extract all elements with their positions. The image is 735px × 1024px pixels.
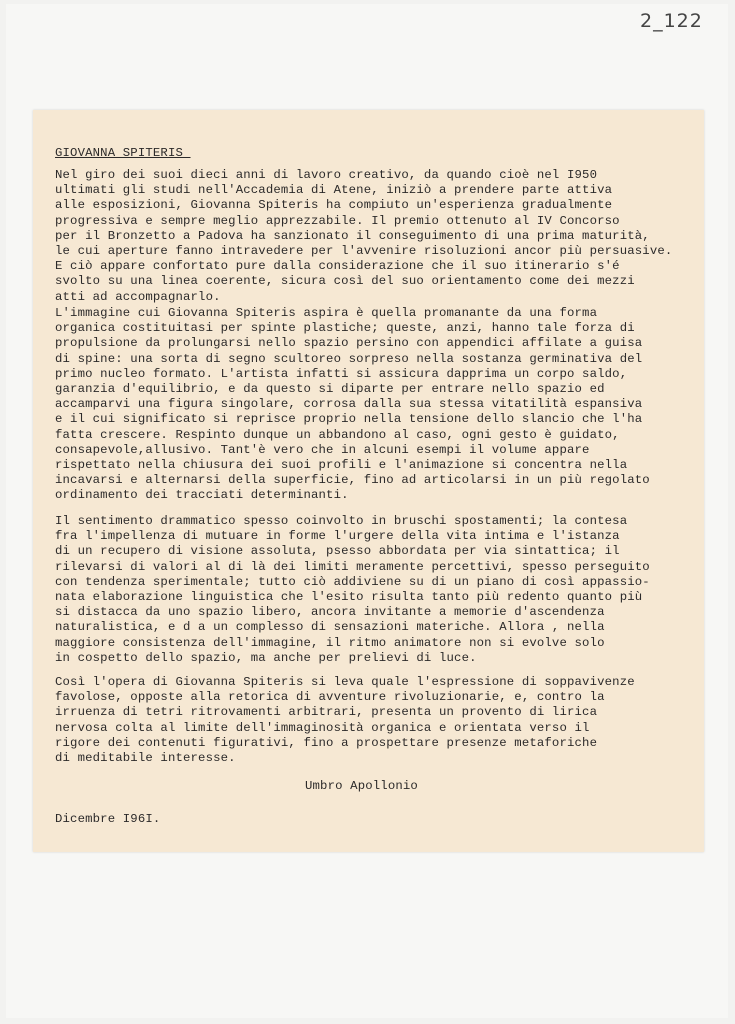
paragraph-2: L'immagine cui Giovanna Spiteris aspira è quella promanante da una forma organica costituitasi per spinte plastiche; queste, anzi, hanno tale forza di propulsione da prolungarsi nello spazio persino con appendici affilate a guisa di spine: una sorta di segno scultoreo sorpreso nella sostanza germinativa del primo nucleo formato. L'artista infatti si assicura dapprima un corpo saldo, garanzia d'equilibrio, e da questo si diparte per entrare nello spazio ed accamparvi una figura singolare, corrosa dalla sua stessa vitatilità espansiva e il cui significato si reprisce proprio nella tensione dello slancio che l'ha fatta crescere. Respinto dunque un abbandono al caso, ogni gesto è guidato, consapevole,allusivo. Tant'è vero che in alcuni esempi il volume appare rispettato nella chiusura dei suoi profili e l'animazione si concentra nella incavarsi e alternarsi della superficie, fino ad articolarsi in un più regolato ordinamento dei tracciati determinanti. [55,306,650,503]
paragraph-1: Nel giro dei suoi dieci anni di lavoro creativo, da quando cioè nel I950 ultimati gli studi nell'Accademia di Atene, iniziò a prendere parte attiva alle esposizioni, Giovanna Spiteris ha compiuto un'esperienza gradualmente progressiva e sempre meglio apprezzabile. Il premio ottenuto al IV Concorso per il Bronzetto a Padova ha sanzionato il conseguimento di una prima maturità, le cui aperture fanno intravedere per l'avvenire risoluzioni ancor più persuasive. E ciò appare confortato pure dalla considerazione che il suo itinerario s'é svolto su una linea coerente, sicura così del suo orientamento come dei mezzi atti ad accompagnarlo. [55,168,673,304]
document-title: GIOVANNA SPITERIS [55,146,191,160]
archive-number: 2_122 [640,10,703,32]
author-signature: Umbro Apollonio [305,779,418,793]
paragraph-3: Il sentimento drammatico spesso coinvolto in bruschi spostamenti; la contesa fra l'impellenza di mutuare in forme l'urgere della vita intima e l'istanza di un recupero di visione assoluta, psesso abbordata per via sintattica; il rilevarsi di valori al di là dei limiti meramente percettivi, spesso perseguito con tendenza sperimentale; tutto ciò addiviene su di un piano di così appassio- nata elaborazione linguistica che l'esito risulta tanto più redento quanto più si distacca da uno spazio libero, ancora invitante a memorie d'ascendenza naturalistica, e d a un complesso di sensazioni materiche. Allora , nella maggiore consistenza dell'immagine, il ritmo animatore non si evolve solo in cospetto dello spazio, ma anche per prelievi di luce. [55,514,650,665]
paragraph-4: Così l'opera di Giovanna Spiteris si leva quale l'espressione di soppavivenze favolose, opposte alla retorica di avventure rivoluzionarie, e, contro la irruenza di tetri ritrovamenti arbitrari, presenta un provento di lirica nervosa colta al limite dell'immaginosità organica e orientata verso il rigore dei contenuti figurativi, fino a prospettare presenze metaforiche di meditabile interesse. [55,675,635,766]
document-date: Dicembre I96I. [55,812,161,826]
typewritten-sheet [33,110,704,852]
